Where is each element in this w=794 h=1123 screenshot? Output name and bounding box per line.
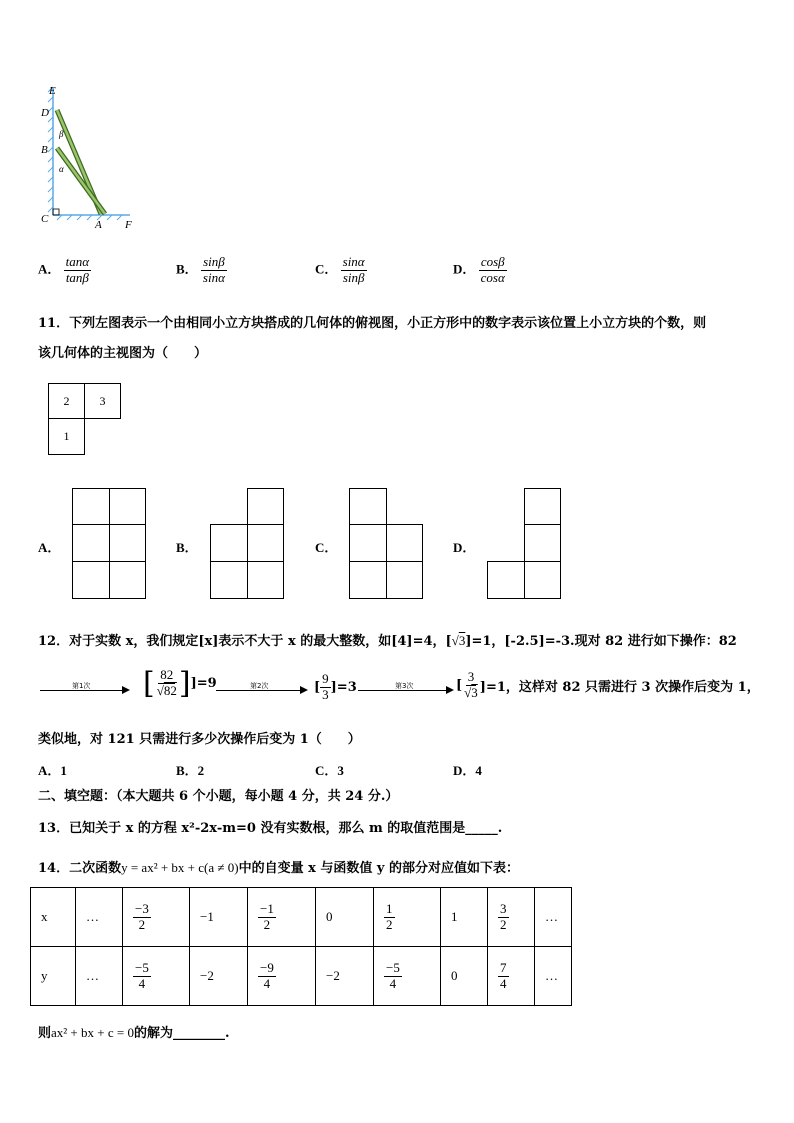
q14-value-table <box>30 887 572 1006</box>
table-cell: −2 <box>190 947 248 1006</box>
q12-line1: 12．对于实数 x，我们规定[x]表示不大于 x 的最大整数，如[4]=4，[√3]=1，[-2.5]=-3.现对 82 进行如下操作：82 <box>38 633 737 649</box>
q12-option-d: D．4 <box>453 763 482 778</box>
table-cell: y <box>31 947 76 1006</box>
ground <box>53 215 130 220</box>
q10-option-c: C． $\frac{\sin\alpha}{\sin\beta}$ <box>315 254 365 285</box>
table-row <box>31 947 572 1006</box>
top-view-cell: 2 <box>48 383 85 419</box>
table-cell: −1 <box>190 888 248 947</box>
top-view-cell: 3 <box>84 383 121 419</box>
table-cell: $\frac{-9}{4}$ <box>248 947 316 1006</box>
table-cell: $\frac{1}{2}$ <box>374 888 441 947</box>
svg-text:β: β <box>59 129 64 139</box>
arrow-head <box>300 686 308 694</box>
q11-option-a-label: A． <box>38 540 61 555</box>
q12-option-b: B．2 <box>176 763 205 778</box>
table-cell: $\frac{7}{4}$ <box>488 947 535 1006</box>
svg-text:E: E <box>49 85 56 97</box>
q14-answer: 则ax² + bx + c = 0的解为________. <box>38 1025 230 1041</box>
table-row <box>31 888 572 947</box>
q10-option-d: D． $\frac{\cos\beta}{\cos\alpha}$ <box>453 254 505 285</box>
svg-text:α: α <box>59 164 64 174</box>
table-cell: … <box>535 888 572 947</box>
q10-option-a: A． $\frac{\tan\alpha}{\tan\beta}$ <box>38 254 90 285</box>
q11-option-c-label: C． <box>315 540 338 555</box>
q11-line1: 11．下列左图表示一个由相同小立方块搭成的几何体的俯视图，小正方形中的数字表示该位置上小立方块的个数，则 <box>38 316 707 331</box>
table-cell: … <box>76 888 123 947</box>
table-cell: 1 <box>441 888 488 947</box>
table-cell: 0 <box>316 888 374 947</box>
top-view-cell: 1 <box>48 418 85 455</box>
q11-option-d-label: D． <box>453 540 476 555</box>
q12-option-c: C．3 <box>315 763 344 778</box>
svg-text:D: D <box>41 107 49 119</box>
q12-line3: 类似地，对 121 只需进行多少次操作后变为 1（ ） <box>38 732 361 747</box>
q12-frac1: [ $\frac{82}{√82}$ ]]=9 <box>143 666 217 701</box>
q13-text: 13．已知关于 x 的方程 x²-2x-m=0 没有实数根，那么 m 的取值范围是_____. <box>38 821 503 836</box>
arrow-label: 第2次 <box>250 682 269 690</box>
ladder-figure <box>35 82 145 237</box>
svg-text:B: B <box>41 144 48 156</box>
arrow-label: 第1次 <box>72 682 91 690</box>
svg-text:F: F <box>125 219 132 231</box>
q11-line2: 该几何体的主视图为（ ） <box>38 346 208 361</box>
table-cell: … <box>535 947 572 1006</box>
q12-option-a: A．1 <box>38 763 67 778</box>
table-cell: −2 <box>316 947 374 1006</box>
table-cell: $\frac{-1}{2}$ <box>248 888 316 947</box>
table-cell: $\frac{-3}{2}$ <box>123 888 190 947</box>
table-cell: $\frac{-5}{4}$ <box>123 947 190 1006</box>
arrow-head <box>446 686 454 694</box>
arrow-label: 第3次 <box>395 682 414 690</box>
table-cell: $\frac{3}{2}$ <box>488 888 535 947</box>
table-cell: $\frac{-5}{4}$ <box>374 947 441 1006</box>
q12-frac2: [ $\frac{9}{3}$ ]=3 <box>314 671 357 702</box>
table-cell: x <box>31 888 76 947</box>
svg-text:C: C <box>41 213 49 225</box>
table-cell: … <box>76 947 123 1006</box>
table-cell: 0 <box>441 947 488 1006</box>
svg-text:A: A <box>95 219 102 231</box>
section-heading: 二、填空题：（本大题共 6 个小题，每小题 4 分，共 24 分.） <box>38 789 399 804</box>
q10-option-b: B． $\frac{\sin\beta}{\sin\alpha}$ <box>176 254 225 285</box>
arrow-head <box>122 686 130 694</box>
q11-option-b-label: B． <box>176 540 198 555</box>
q14-text: 14．二次函数y = ax² + bx + c(a ≠ 0)中的自变量 x 与函数值 y 的部分对应值如下表： <box>38 860 520 876</box>
q12-frac3: [ $\frac{3}{√3}$ ]=1，这样对 82 只需进行 3 次操作后变为 1， <box>456 669 760 700</box>
